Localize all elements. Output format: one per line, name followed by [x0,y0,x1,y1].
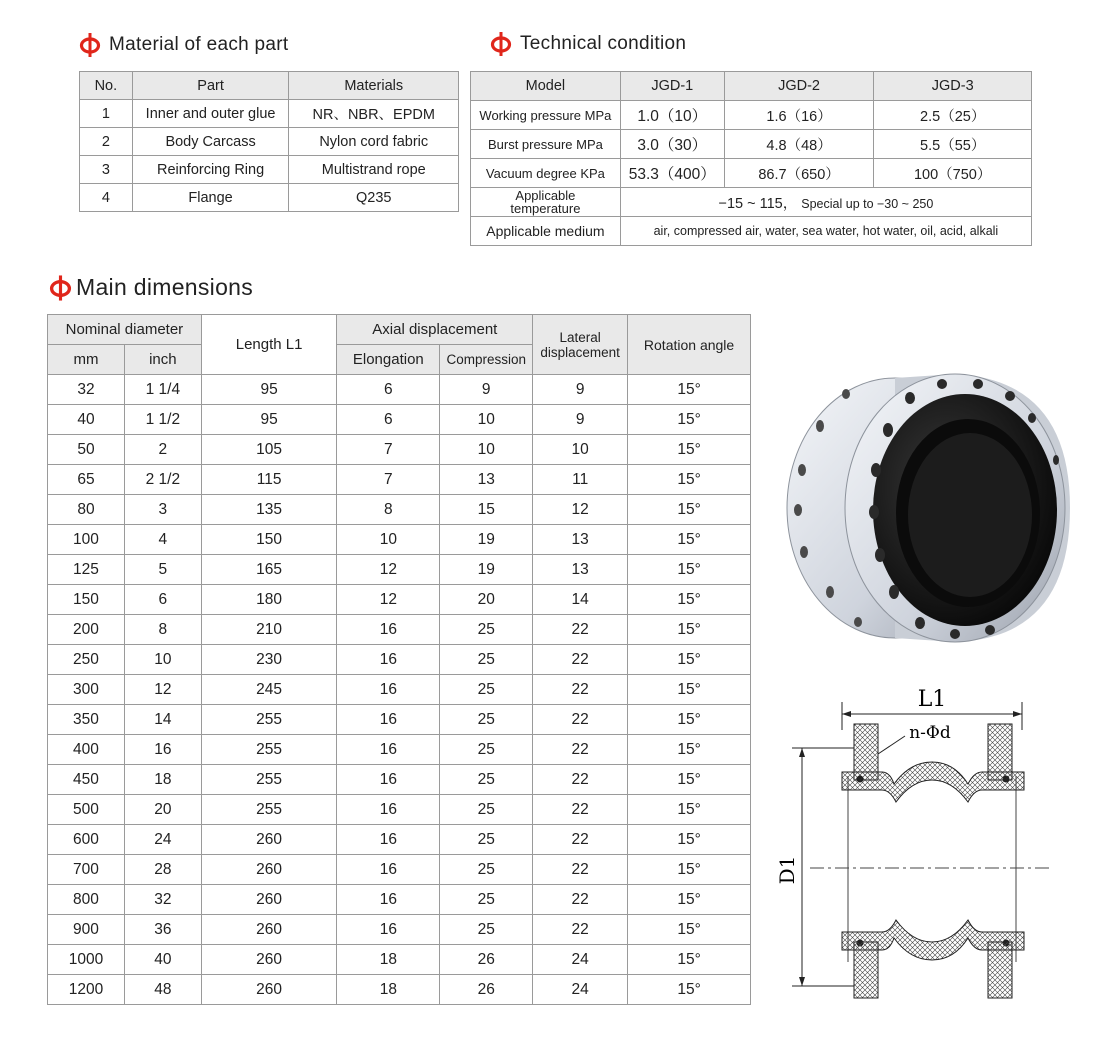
column-header: Part [132,72,289,100]
table-cell: 12 [337,555,440,585]
temperature-extra: Special up to −30 ~ 250 [801,196,934,211]
table-cell: 15° [628,525,751,555]
table-cell: 22 [533,885,628,915]
table-cell: 210 [201,615,337,645]
table-cell: 11 [533,465,628,495]
row-label: Burst pressure MPa [471,130,621,159]
table-cell: 22 [533,735,628,765]
column-header: Nominal diameter [48,315,202,345]
table-cell: 18 [124,765,201,795]
table-cell: 16 [337,825,440,855]
table-row [471,188,1032,217]
table-cell: 50 [48,435,125,465]
table-cell: 7 [337,465,440,495]
table-cell: 22 [533,825,628,855]
table-cell: 24 [533,945,628,975]
table-cell: 16 [337,885,440,915]
table-cell: 10 [337,525,440,555]
phi-logo-icon [49,275,72,301]
section-title-text: Material of each part [109,34,289,55]
table-cell: 18 [337,975,440,1005]
diameter-label: D1 [775,855,799,885]
table-cell: 1000 [48,945,125,975]
table-cell: 86.7（650） [724,159,874,188]
technical-table [470,71,1032,246]
lateral-line1: Lateral [559,329,601,345]
table-row [471,130,1032,159]
table-cell: 16 [337,615,440,645]
table-header-row [48,315,751,345]
table-cell: 25 [440,915,533,945]
table-cell: 12 [533,495,628,525]
table-cell: 15° [628,405,751,435]
table-cell: 260 [201,855,337,885]
table-cell: 15° [628,615,751,645]
table-cell: 6 [337,405,440,435]
table-cell: 100（750） [874,159,1032,188]
table-cell: 12 [124,675,201,705]
table-cell: 53.3（400） [620,159,724,188]
table-row [471,159,1032,188]
table-cell: 18 [337,945,440,975]
table-cell: 115 [201,465,337,495]
table-cell: 180 [201,585,337,615]
table-cell: 260 [201,975,337,1005]
column-header: Materials [289,72,459,100]
table-cell: 15° [628,495,751,525]
table-cell: 32 [48,375,125,405]
table-cell: 8 [337,495,440,525]
table-row [48,555,751,585]
table-cell: 15° [628,465,751,495]
table-cell: 40 [124,945,201,975]
table-cell: 4.8（48） [724,130,874,159]
table-cell: 25 [440,615,533,645]
table-cell: 25 [440,735,533,765]
table-cell: 10 [440,405,533,435]
row-label: Applicable medium [471,217,621,246]
table-cell: Multistrand rope [289,156,459,184]
table-cell: 22 [533,705,628,735]
table-cell: 15° [628,855,751,885]
table-row [80,156,459,184]
column-header: JGD-1 [620,72,724,101]
column-header: Axial displacement [337,315,533,345]
table-cell: 16 [337,915,440,945]
table-cell: 5 [124,555,201,585]
table-cell: 3.0（30） [620,130,724,159]
column-header: Length L1 [201,315,337,375]
table-cell: 25 [440,825,533,855]
table-cell: 16 [337,705,440,735]
table-cell: 7 [337,435,440,465]
table-cell: 2 [124,435,201,465]
table-cell: 255 [201,735,337,765]
table-row [48,765,751,795]
table-cell: 260 [201,915,337,945]
table-cell: 500 [48,795,125,825]
table-cell: 100 [48,525,125,555]
table-cell: 25 [440,765,533,795]
table-cell: 600 [48,825,125,855]
table-cell: Reinforcing Ring [132,156,289,184]
table-cell: 700 [48,855,125,885]
table-row [80,128,459,156]
table-cell: 15° [628,885,751,915]
column-header: JGD-3 [874,72,1032,101]
table-cell: 9 [533,405,628,435]
length-label: L1 [917,687,947,712]
table-cell: 22 [533,855,628,885]
table-row [48,435,751,465]
product-photo [770,360,1080,660]
temperature-value [620,188,1031,217]
table-cell: 15° [628,645,751,675]
table-cell: NR、NBR、EPDM [289,100,459,128]
table-cell: 2 [80,128,133,156]
table-header-row [471,72,1032,101]
hole-label: n-Φd [909,723,951,743]
table-row [48,735,751,765]
table-row [48,645,751,675]
table-cell: 65 [48,465,125,495]
table-cell: 10 [124,645,201,675]
table-cell: 1200 [48,975,125,1005]
table-cell: 40 [48,405,125,435]
table-row [80,100,459,128]
table-cell: 260 [201,825,337,855]
table-cell: 6 [124,585,201,615]
table-row [48,705,751,735]
medium-value: air, compressed air, water, sea water, hot water, oil, acid, alkali [620,217,1031,246]
table-cell: 32 [124,885,201,915]
table-header-row [80,72,459,100]
table-cell: 15 [440,495,533,525]
table-cell: 15° [628,375,751,405]
table-cell: 150 [48,585,125,615]
table-row [48,825,751,855]
table-cell: 4 [124,525,201,555]
table-cell: 255 [201,705,337,735]
lateral-line2: displacement [540,344,620,360]
table-cell: Inner and outer glue [132,100,289,128]
table-cell: 255 [201,765,337,795]
table-cell: 5.5（55） [874,130,1032,159]
table-cell: 15° [628,975,751,1005]
table-row [471,101,1032,130]
table-cell: 26 [440,945,533,975]
table-cell: 230 [201,645,337,675]
table-cell: 15° [628,675,751,705]
table-cell: 9 [440,375,533,405]
table-cell: Nylon cord fabric [289,128,459,156]
table-cell: 25 [440,675,533,705]
table-cell: 1.6（16） [724,101,874,130]
table-cell: 20 [124,795,201,825]
table-cell: 15° [628,765,751,795]
table-cell: 12 [337,585,440,615]
row-label: Vacuum degree KPa [471,159,621,188]
table-cell: 260 [201,945,337,975]
table-cell: 3 [124,495,201,525]
technical-section-title [490,32,686,56]
table-cell: Body Carcass [132,128,289,156]
table-row [48,945,751,975]
table-cell: 95 [201,405,337,435]
column-header: Model [471,72,621,101]
table-cell: 105 [201,435,337,465]
table-cell: 95 [201,375,337,405]
table-cell: 165 [201,555,337,585]
table-cell: 1 1/4 [124,375,201,405]
table-cell: 48 [124,975,201,1005]
section-title-text: Main dimensions [76,274,254,300]
table-cell: 16 [337,855,440,885]
table-cell: 2.5（25） [874,101,1032,130]
row-label [471,188,621,217]
temperature-main: −15 ~ 115， [718,195,798,212]
table-cell: 22 [533,795,628,825]
table-cell: 15° [628,705,751,735]
table-cell: 1 1/2 [124,405,201,435]
table-cell: 125 [48,555,125,585]
table-cell: 200 [48,615,125,645]
column-header: inch [124,345,201,375]
material-table [79,71,459,212]
table-row [48,465,751,495]
table-row [48,855,751,885]
table-row [48,915,751,945]
table-row [48,405,751,435]
table-cell: 25 [440,705,533,735]
table-cell: 15° [628,435,751,465]
dimensions-table [47,314,751,1005]
table-cell: 400 [48,735,125,765]
table-cell: 16 [337,765,440,795]
table-cell: 10 [440,435,533,465]
table-cell: 13 [533,555,628,585]
column-header: No. [80,72,133,100]
table-cell: 10 [533,435,628,465]
temperature-label-line1: Applicable [515,188,576,203]
material-section-title [79,33,289,57]
table-cell: 15° [628,735,751,765]
table-cell: 19 [440,525,533,555]
table-cell: 16 [337,675,440,705]
table-cell: 13 [533,525,628,555]
table-cell: 22 [533,765,628,795]
table-cell: 2 1/2 [124,465,201,495]
table-row [48,525,751,555]
table-cell: 14 [124,705,201,735]
phi-logo-icon [79,33,101,57]
table-cell: 22 [533,615,628,645]
table-row [48,495,751,525]
table-cell: 250 [48,645,125,675]
table-cell: 36 [124,915,201,945]
table-cell: 1 [80,100,133,128]
table-cell: 4 [80,184,133,212]
table-cell: 3 [80,156,133,184]
phi-logo-icon [490,32,512,56]
table-row [48,975,751,1005]
table-cell: 6 [337,375,440,405]
table-cell: 22 [533,645,628,675]
table-cell: 15° [628,825,751,855]
column-header: Compression [440,345,533,375]
table-row [48,795,751,825]
table-cell: 13 [440,465,533,495]
table-row [48,885,751,915]
column-header: Elongation [337,345,440,375]
column-header: Rotation angle [628,315,751,375]
table-cell: 22 [533,915,628,945]
table-cell: 28 [124,855,201,885]
table-row [471,217,1032,246]
table-row [48,585,751,615]
table-cell: 135 [201,495,337,525]
table-row [80,184,459,212]
dimensions-section-title [49,274,253,301]
table-row [48,615,751,645]
table-cell: 260 [201,885,337,915]
table-cell: 15° [628,795,751,825]
table-row [48,375,751,405]
table-cell: 16 [337,645,440,675]
table-cell: 25 [440,795,533,825]
table-cell: 350 [48,705,125,735]
table-cell: 26 [440,975,533,1005]
table-cell: 19 [440,555,533,585]
table-cell: 14 [533,585,628,615]
table-cell: 245 [201,675,337,705]
table-cell: 9 [533,375,628,405]
table-cell: 16 [124,735,201,765]
table-cell: 25 [440,645,533,675]
row-label: Working pressure MPa [471,101,621,130]
table-cell: 20 [440,585,533,615]
table-cell: 900 [48,915,125,945]
column-header: JGD-2 [724,72,874,101]
table-cell: 16 [337,795,440,825]
table-cell: Q235 [289,184,459,212]
table-cell: 22 [533,675,628,705]
table-cell: Flange [132,184,289,212]
table-row [48,675,751,705]
table-cell: 15° [628,585,751,615]
table-cell: 15° [628,945,751,975]
dimensions-table-body [48,375,751,1005]
section-title-text: Technical condition [520,33,687,54]
table-cell: 15° [628,915,751,945]
column-header: mm [48,345,125,375]
table-cell: 80 [48,495,125,525]
table-cell: 800 [48,885,125,915]
table-cell: 15° [628,555,751,585]
table-cell: 16 [337,735,440,765]
table-cell: 450 [48,765,125,795]
column-header [533,315,628,375]
table-cell: 24 [124,825,201,855]
table-cell: 300 [48,675,125,705]
technical-drawing [760,680,1060,1020]
table-cell: 255 [201,795,337,825]
temperature-label-line2: temperature [510,201,581,216]
table-cell: 1.0（10） [620,101,724,130]
table-cell: 150 [201,525,337,555]
table-cell: 24 [533,975,628,1005]
table-cell: 8 [124,615,201,645]
table-cell: 25 [440,855,533,885]
table-cell: 25 [440,885,533,915]
